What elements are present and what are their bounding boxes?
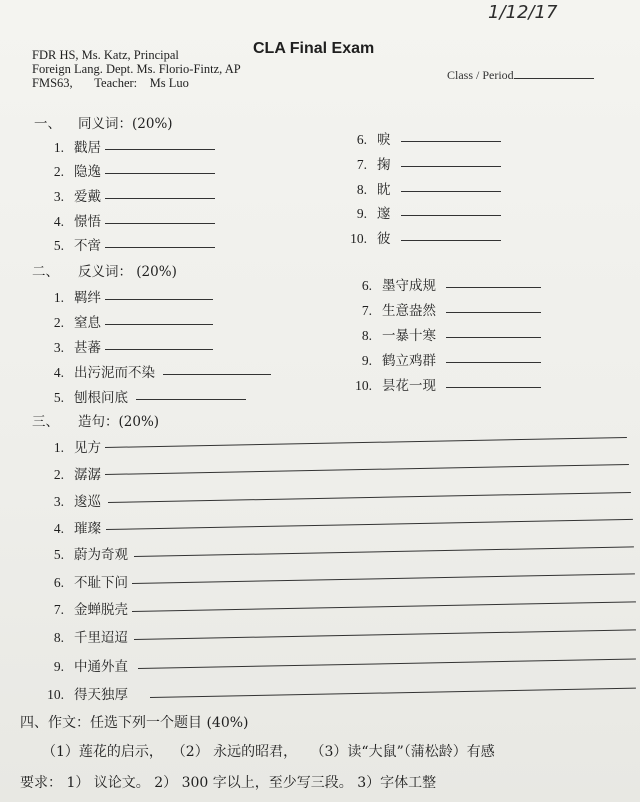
answer-blank[interactable] (446, 361, 541, 363)
class-period-blank[interactable] (514, 78, 594, 79)
list-item[interactable]: 1. 羁绊 (46, 286, 213, 306)
answer-blank[interactable] (401, 214, 501, 216)
answer-blank[interactable] (401, 190, 501, 192)
list-item[interactable]: 4. 出污泥而不染 (46, 361, 271, 381)
school-line-1: FDR HS, Ms. Katz, Principal (32, 48, 179, 62)
list-item[interactable]: 6. 唳 (345, 128, 501, 148)
list-item[interactable]: 3. 爱戴 (46, 185, 215, 205)
table-row: 1. 见方 (53, 440, 101, 456)
answer-blank[interactable] (446, 336, 541, 338)
answer-blank[interactable] (446, 311, 541, 313)
sentence-line[interactable] (106, 519, 633, 530)
sentence-line[interactable] (105, 437, 627, 448)
list-item[interactable]: 2. 窒息 (46, 311, 213, 331)
answer-blank[interactable] (105, 348, 213, 350)
section2-label: 二、 (32, 264, 59, 280)
list-item[interactable]: 10. 昙花一现 (350, 374, 541, 394)
answer-blank[interactable] (401, 239, 501, 241)
table-row: 6. 不耻下问 (53, 575, 128, 591)
answer-blank[interactable] (105, 222, 215, 224)
sentence-line[interactable] (138, 658, 636, 669)
sentence-line[interactable] (134, 629, 636, 640)
list-item[interactable]: 6. 墨守成规 (350, 274, 541, 294)
list-item[interactable]: 1. 戳居 (46, 136, 215, 156)
section3-title: 造句：(20%) (78, 414, 160, 430)
section4-requirements: 要求： 1） 议论文。 2） 300 字以上，至少写三段。 3）字体工整 (20, 775, 437, 791)
answer-blank[interactable] (105, 298, 213, 300)
school-line-2: Foreign Lang. Dept. Ms. Florio-Fintz, AP (32, 62, 241, 76)
list-item[interactable]: 7. 掬 (345, 153, 501, 173)
handwritten-date: 1/12/17 (488, 2, 558, 23)
table-row: 5. 蔚为奇观 (53, 547, 128, 563)
table-row: 3. 逡巡 (53, 494, 101, 510)
answer-blank[interactable] (105, 197, 215, 199)
list-item[interactable]: 7. 生意盎然 (350, 299, 541, 319)
section3-label: 三、 (32, 414, 59, 430)
list-item[interactable]: 5. 刨根问底 (46, 386, 246, 406)
page-title: CLA Final Exam (253, 40, 375, 57)
answer-blank[interactable] (446, 286, 541, 288)
table-row: 10. 得天独厚 (47, 687, 128, 703)
section4-topics: （1）莲花的启示， （2） 永远的昭君， （3）读“大鼠”（蒲松龄）有感 (42, 744, 495, 760)
answer-blank[interactable] (401, 140, 501, 142)
answer-blank[interactable] (401, 165, 501, 167)
table-row: 9. 中通外直 (53, 659, 128, 675)
answer-blank[interactable] (105, 246, 215, 248)
class-period (447, 68, 594, 83)
table-row: 7. 金蝉脱壳 (53, 602, 128, 618)
section4-heading: 四、作文：任选下列一个题目 (40%) (20, 715, 249, 731)
list-item[interactable]: 2. 隐逸 (46, 160, 215, 180)
answer-blank[interactable] (105, 148, 215, 150)
list-item[interactable]: 10. 彼 (345, 227, 501, 247)
sentence-line[interactable] (132, 601, 636, 612)
sentence-line[interactable] (134, 546, 634, 557)
sentence-line[interactable] (150, 688, 636, 698)
section1-title: 同义词：(20%) (78, 116, 173, 132)
list-item[interactable]: 8. 眈 (345, 178, 501, 198)
table-row: 2. 潺潺 (53, 467, 101, 483)
list-item[interactable]: 9. 邃 (345, 202, 501, 222)
answer-blank[interactable] (446, 386, 541, 388)
section2-title: 反义词： (20%) (78, 264, 177, 280)
school-line-3: FMS63, Teacher: Ms Luo (32, 76, 189, 90)
answer-blank[interactable] (136, 398, 246, 400)
list-item[interactable]: 4. 憬悟 (46, 210, 215, 230)
answer-blank[interactable] (163, 373, 271, 375)
list-item[interactable]: 9. 鹤立鸡群 (350, 349, 541, 369)
list-item[interactable]: 5. 不啻 (46, 234, 215, 254)
sentence-line[interactable] (108, 492, 631, 503)
class-period-label: Class / Period (447, 68, 514, 82)
list-item[interactable]: 3. 甚蕃 (46, 336, 213, 356)
section1-label: 一、 (34, 116, 61, 132)
sentence-line[interactable] (132, 573, 635, 584)
table-row: 8. 千里迢迢 (53, 630, 128, 646)
school-info (32, 48, 241, 90)
table-row: 4. 璀璨 (53, 521, 101, 537)
answer-blank[interactable] (105, 323, 213, 325)
answer-blank[interactable] (105, 172, 215, 174)
list-item[interactable]: 8. 一暴十寒 (350, 324, 541, 344)
sentence-line[interactable] (105, 464, 629, 475)
